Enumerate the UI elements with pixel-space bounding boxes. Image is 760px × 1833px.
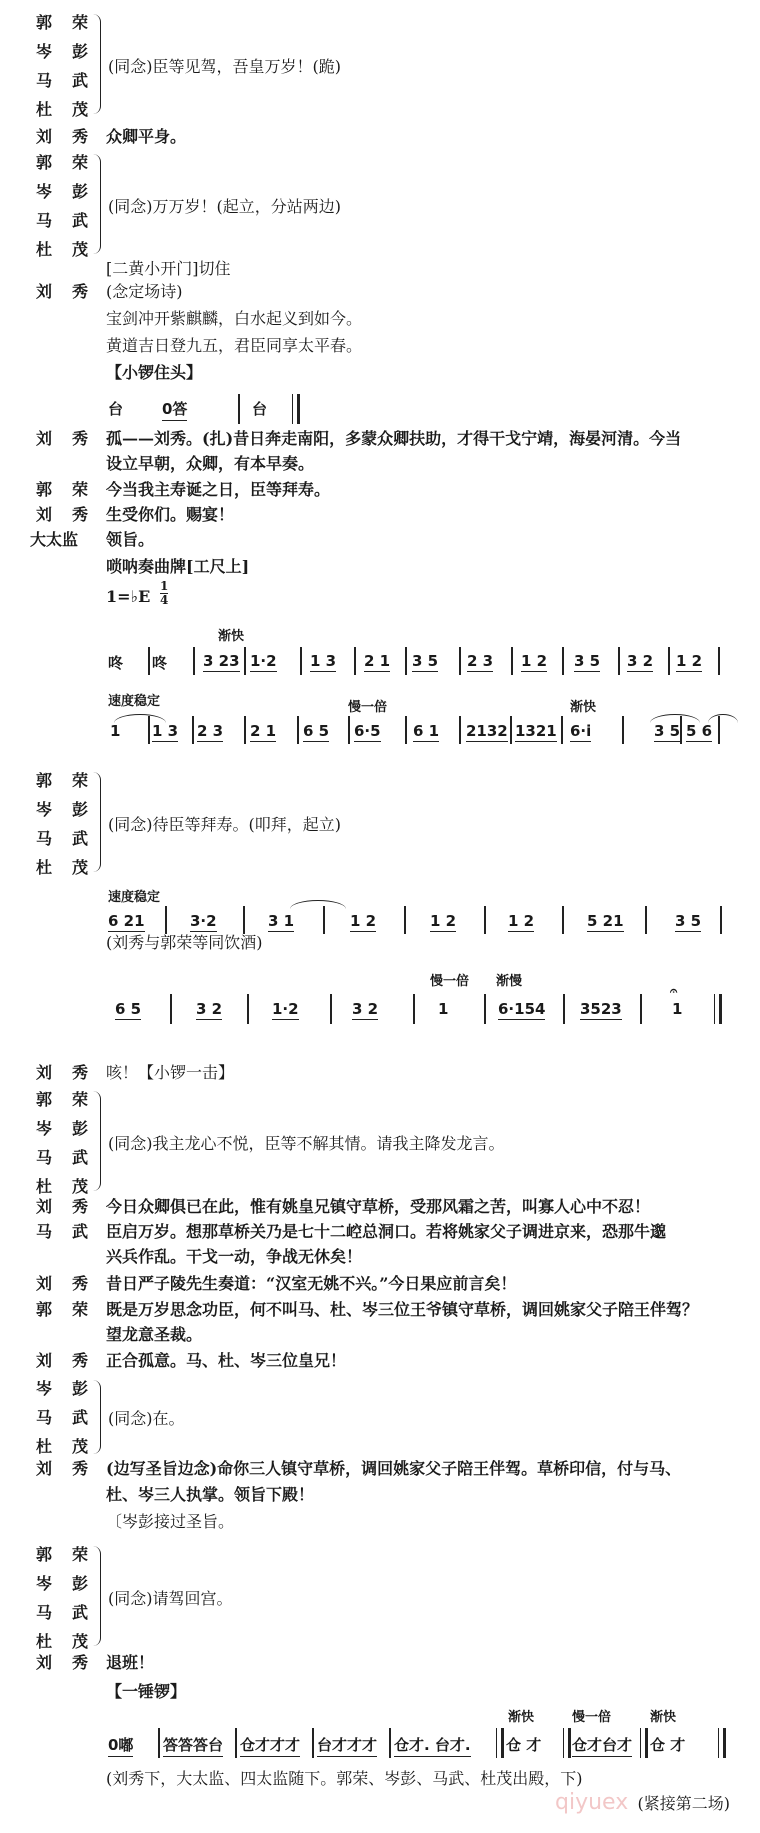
brace-icon (90, 14, 101, 114)
jianpu-row-1: 渐快 咚 咚 3 23 1·2 1 3 2 1 3 5 2 3 1 2 3 5 3 2 1 2 (0, 625, 760, 677)
repeat-barline (496, 1728, 504, 1758)
chorus-line: (同念)在。 (108, 1409, 185, 1428)
speaker-names: 郭 荣 岑 彭 马 武 杜 茂 (36, 13, 89, 119)
chorus-line: (同念)待臣等拜寿。(叩拜，起立) (108, 815, 341, 834)
repeat-barline (563, 1728, 571, 1758)
speaker: 刘 (36, 127, 53, 146)
repeat-barline (640, 1728, 648, 1758)
chorus-line: (同念)我主龙心不悦，臣等不解其情。请我主降发龙言。 (108, 1134, 505, 1153)
jianpu-row-2: 速度稳定 慢一倍 渐快 1 1 3 2 3 2 1 6 5 6·5 6 1 2132 1321 6·i 3 5 5 6 (0, 690, 760, 746)
jianpu-row-4: 慢一倍 渐慢 6 5 3 2 1·2 3 2 1 6·154 3523 𝄐 1 (0, 970, 760, 1030)
percussion-notation-1: 台 0答 台 (0, 394, 760, 424)
end-barline (292, 394, 300, 424)
opera-score-page: 郭 荣 岑 彭 马 武 杜 茂 (同念)臣等见驾，吾皇万岁！(跪) 刘 秀 众卿平身。 郭 荣 岑 彭 马 武 杜 茂 (同念)万万岁！(起立，分站两边) [二黄小开门]切住 刘 秀 (念定场诗) 宝剑冲开紫麒麟，白水起义到如今。 黄道吉日登九五，君臣同享太平春。 【小锣住头】 台 0答 台 刘 秀 孤——刘秀。(扎)昔日奔走南阳，多蒙众卿扶助，才得干戈宁靖，海晏河清。今当 设立早朝，众卿，有本早奏。 郭 荣 今当我主寿诞之日，臣等拜寿。 刘 秀 生受你们。赐宴！ 大太监 领旨。 唢呐奏曲牌[工尺上] 1=♭E 1 4 渐快 咚 咚 3 23 1·2 1 3 2 1 3 5 2 3 1 2 3 5 3 2 1 2 速度稳定 慢一倍 渐快 1 1 3 2 3 2 1 6 5 6·5 6 1 2132 1321 6·i 3 5 5 6 郭 荣 岑 彭 马 武 杜 茂 (同念)待臣等拜寿。(叩拜，起立) 速度稳定 6 21 3·2 3 1 1 2 1 2 1 2 5 21 3 5 (刘秀与郭荣等同饮酒) 慢一倍 渐慢 6 5 3 2 1·2 3 2 1 6·154 3523 𝄐 1 刘 秀 咳！【小锣一击】 郭 荣 岑 彭 马 武 杜 茂 (同念)我主龙心不悦，臣等不解其情。请我主降发龙言。 刘 秀 今日众卿俱已在此，惟有姚皇兄镇守草桥，受那风霜之苦，叫寡人心中不忍！ 马 武 臣启万岁。想那草桥关乃是七十二崆总洞口。若将姚家父子调进京来，恐那牛邈 兴兵作乱。干戈一动，争战无休矣！ 刘 秀 昔日严子陵先生奏道：“汉室无姚不兴。”今日果应前言矣！ 郭 荣 既是万岁思念功臣，何不叫马、杜、岑三位王爷镇守草桥，调回姚家父子陪王伴驾？ 望龙意圣裁。 刘 秀 正合孤意。马、杜、岑三位皇兄！ 岑 彭 马 武 杜 茂 (同念)在。 刘 秀 (边写圣旨边念)命你三人镇守草桥，调回姚家父子陪王伴驾。草桥印信，付与马、 杜、岑三人执掌。领旨下殿！ 〔岑彭接过圣旨。 郭 荣 岑 彭 马 武 杜 茂 (同念)请驾回宫。 刘 秀 退班！ 【一锤锣】 渐快 慢一倍 渐快 0嘟 答答答台 仓才才才 台才才才 仓才. 台才. 仓 才 仓才台才 仓 才 (刘秀下，大太监、四太监随下。郭荣、岑彭、马武、杜茂出殿，下) qiyuex (紧接第二场) (0, 0, 760, 1833)
end-barline (714, 994, 722, 1024)
time-signature: 1 4 (160, 579, 169, 607)
jianpu-row-3: 速度稳定 6 21 3·2 3 1 1 2 1 2 1 2 5 21 3 5 (0, 886, 760, 936)
slur (290, 900, 346, 909)
fermata-icon: 𝄐 (670, 984, 678, 999)
brace-icon (90, 1380, 101, 1454)
brace-icon (90, 772, 101, 872)
chorus-line: (同念)万万岁！(起立，分站两边) (108, 197, 341, 216)
barline (238, 394, 240, 424)
chorus-line: (同念)臣等见驾，吾皇万岁！(跪) (108, 57, 341, 76)
brace-icon (90, 154, 101, 254)
percussion-notation-2: 渐快 慢一倍 渐快 0嘟 答答答台 仓才才才 台才才才 仓才. 台才. 仓 才 仓才台才 仓 才 (0, 1706, 760, 1766)
repeat-barline (718, 1728, 726, 1758)
brace-icon (90, 1546, 101, 1646)
watermark: qiyuex (555, 1790, 629, 1815)
slur (708, 714, 738, 723)
chorus-line: (同念)请驾回宫。 (108, 1589, 233, 1608)
brace-icon (90, 1091, 101, 1191)
